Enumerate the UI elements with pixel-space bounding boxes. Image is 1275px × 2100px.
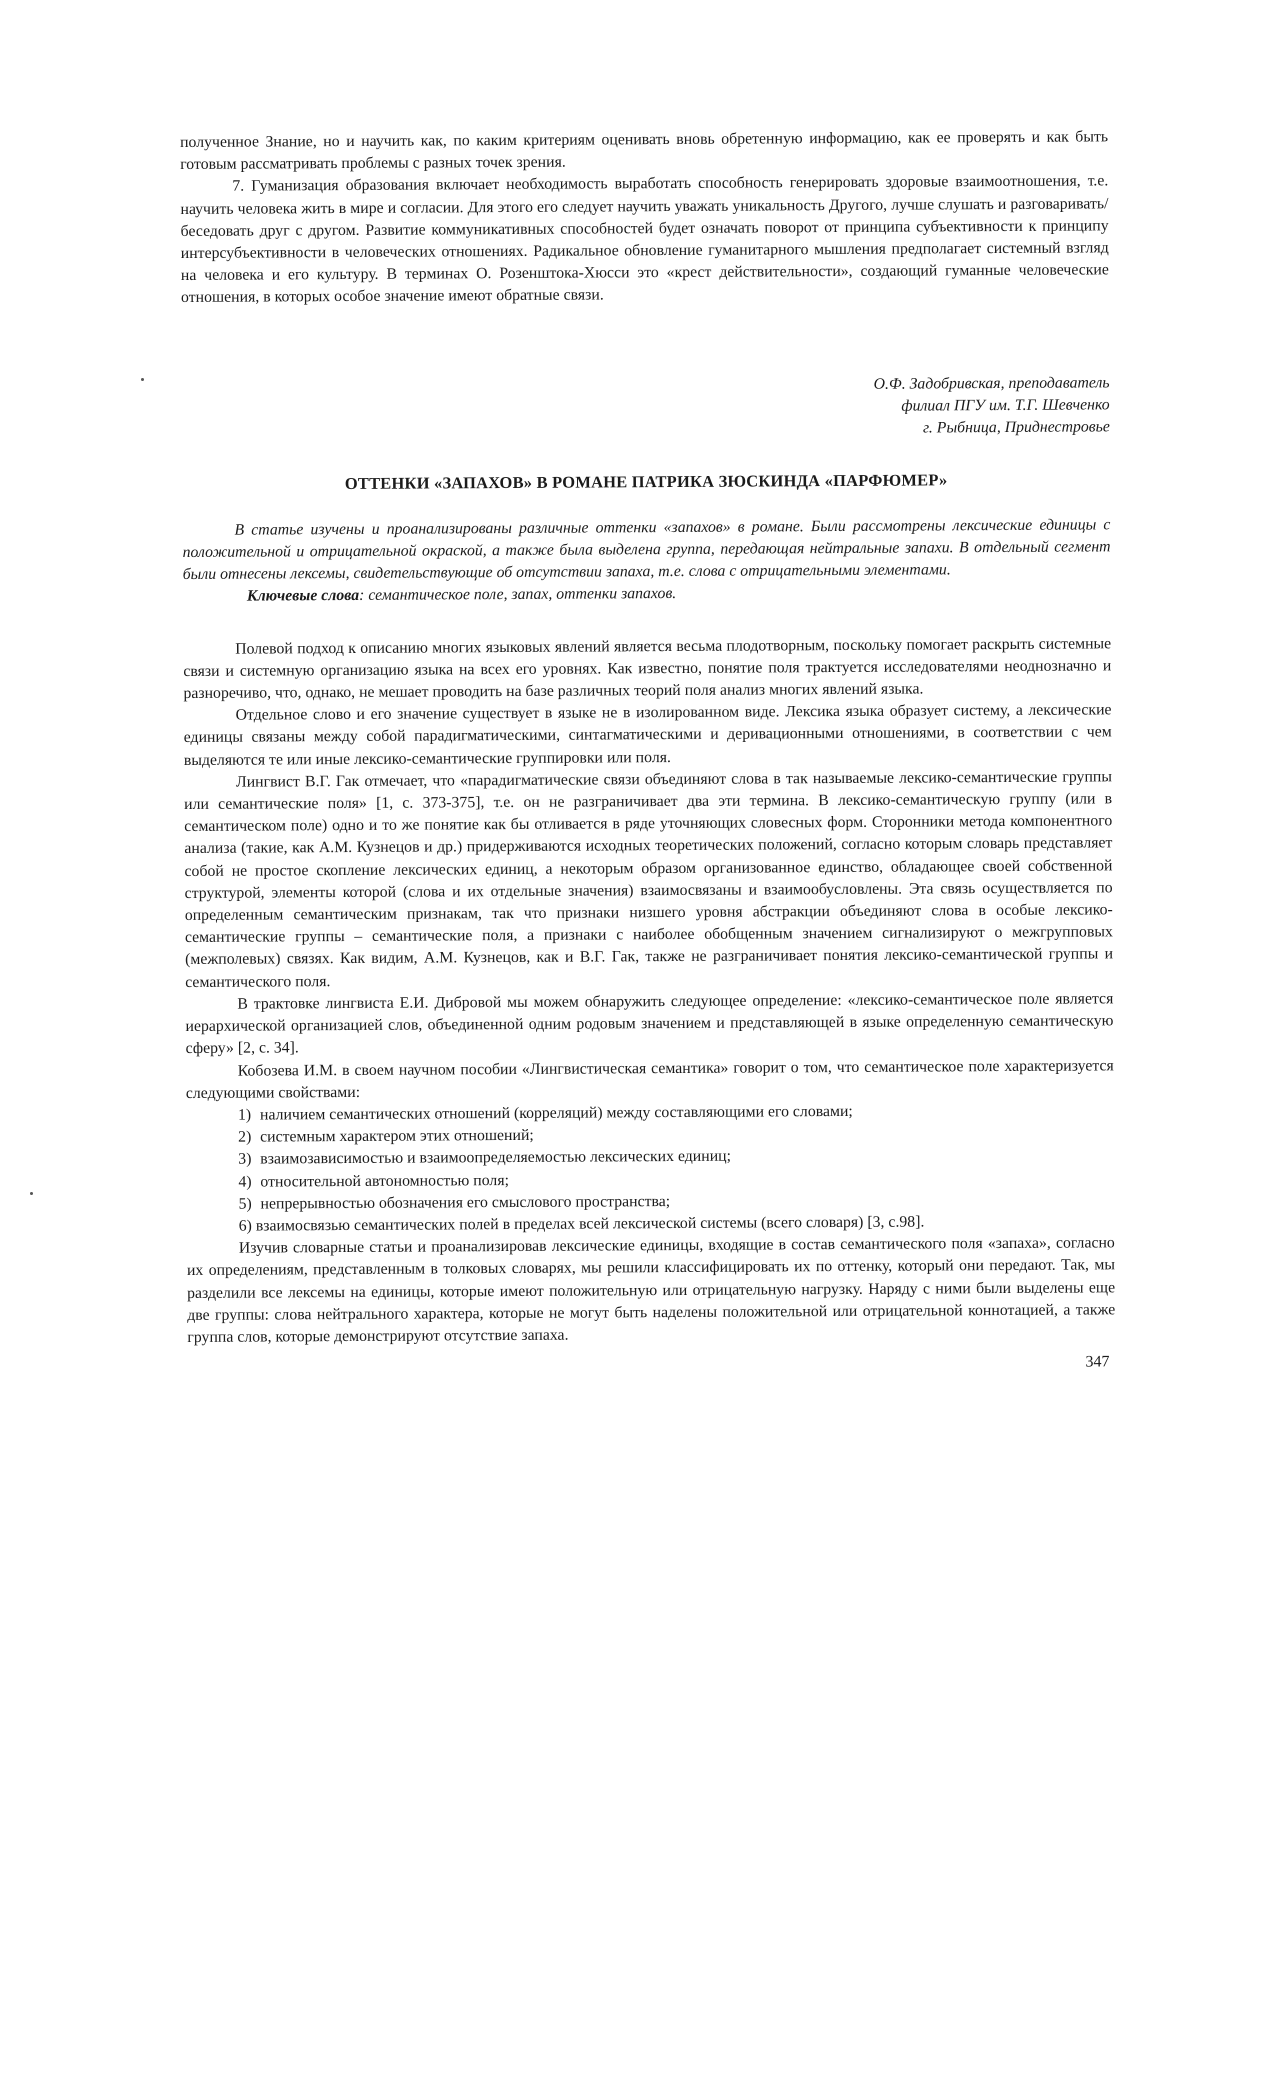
page-number: 347 [1085, 1353, 1110, 1371]
article-body [183, 633, 1115, 1349]
scan-speck [30, 1192, 33, 1195]
list-item-text: относительной автономностью поля; [260, 1171, 509, 1191]
list-item-number: 3) [238, 1150, 252, 1168]
list-item-number: 1) [237, 1106, 252, 1124]
scan-speck [141, 378, 144, 381]
keywords-label: Ключевые слова [246, 587, 360, 606]
list-item-text: системным характером этих отношений; [260, 1126, 534, 1146]
keywords-list: : семантическое поле, запах, оттенки запахов. [359, 585, 677, 605]
list-item-number: 2) [238, 1128, 252, 1146]
list-item-text: наличием семантических отношений (корреляций) между составляющими его словами; [259, 1102, 853, 1124]
body-paragraph: Лингвист В.Г. Гак отмечает, что «парадигматические связи объединяют слова в так называемые лексико-семантические группы или семантические поля» [1, с. 373-375], т.е. он не разграничивает два эти термина. В лексико-семантическую группу (или в семантическом поле) одно и то же понятие как бы отливается в ряде уточняющих словесных форм. Сторонники метода компонентного анализа (такие, как А.М. Кузнецов и др.) придерживаются исходных теоретических положений, согласно которым словарь представляет собой не простое скопление лексических единиц, а некоторым образом организованное единство, обладающее своей собственной структурой, элементы которой (слова и их отдельные значения) взаимосвязаны и взаимообусловлены. Эта связь осуществляется по определенным семантическим признакам, так что признаки низшего уровня абстракции объединяют слова в особые лексико-семантические группы – семантические поля, а признаки с наиболее обобщенным значением сигнализируют о межгрупповых (межполевых) связях. Как видим, А.М. Кузнецов, как и В.Г. Гак, также не разграничивает понятия лексико-семантической группы и семантического поля. [184, 768, 1114, 991]
body-paragraph: Полевой подход к описанию многих языковых явлений является весьма плодотворным, поскольку помогает раскрыть системные связи и системную организацию языка на всех его уровнях. Как известно, понятие поля трактуется исследователями неоднозначно и разноречиво, что, однако, не мешает проводить на базе различных теорий поля анализ многих явлений языка. [183, 634, 1112, 703]
article-title: ОТТЕНКИ «ЗАПАХОВ» В РОМАНЕ ПАТРИКА ЗЮСКИНДА «ПАРФЮМЕР» [344, 469, 948, 493]
author-block [182, 372, 1110, 444]
author-affiliation: филиал ПГУ им. Т.Г. Шевченко [901, 395, 1110, 415]
list-item-number: 5) [238, 1195, 252, 1213]
intro-continuation: полученное Знание, но и научить как, по каким критериям оценивать вновь обретенную информацию, как ее проверять и как быть готовым рассматривать проблемы с разных точек зрения. [180, 128, 1109, 174]
article-keywords [183, 581, 1111, 609]
list-item-number: 4) [238, 1173, 252, 1191]
author-name: О.Ф. Задобривская, преподаватель [873, 373, 1110, 393]
intro-item-7: 7. Гуманизация образования включает необходимость выработать способность генерировать здоровые взаимоотношения, т.е. научить человека жить в мире и согласии. Для этого его следует научить уважать уникальность Другого, лучше слушать и разговаривать/беседовать друг с другом. Развитие коммуникативных способностей будет означать поворот от принципа субъективности к принципу интерсубъективности в человеческих отношениях. Радикальное обновление гуманитарного мышления предполагает системный взгляд на человека и его культуру. В терминах О. Розенштока-Хюсси это «крест действительности», создающий гуманные человеческие отношения, в которых особое значение имеют обратные связи. [180, 172, 1109, 307]
article-abstract: В статье изучены и проанализированы различные оттенки «запахов» в романе. Были рассмотрены лексические единицы с положительной и отрицательной окраской, а также была выделена группа, передающая нейтральные запахи. В отдельный сегмент были отнесены лексемы, свидетельствующие об отсутствии запаха, т.е. слова с отрицательными элементами. [182, 516, 1111, 584]
body-paragraph: В трактовке лингвиста Е.И. Дибровой мы можем обнаружить следующее определение: «лексико-семантическое поле является иерархической организацией слов, объединенной одним родовым значением и представляющей в языке определенную семантическую сферу» [2, с. 34]. [185, 990, 1114, 1058]
body-paragraph: Отдельное слово и его значение существует в языке не в изолированном виде. Лексика языка образует систему, а лексические единицы связаны между собой парадигматическими, синтагматическими и деривационными отношениями, в соответствии с чем выделяются те или иные лексико-семантические группировки или поля. [183, 701, 1112, 769]
list-item-text: непрерывностью обозначения его смыслового пространства; [260, 1192, 671, 1213]
author-location: г. Рыбница, Приднестровье [922, 417, 1110, 437]
properties-list [186, 1099, 1115, 1238]
list-item-number: 6) [238, 1217, 252, 1235]
list-item-text: взаимосвязью семантических полей в пределах всей лексической системы (всего словаря) [3, с.98]. [255, 1213, 925, 1235]
body-paragraph: Кобозева И.М. в своем научном пособии «Лингвистическая семантика» говорит о том, что семантическое поле характеризуется следующими свойствами: [185, 1056, 1114, 1102]
list-item-text: взаимозависимостью и взаимоопределяемостью лексических единиц; [260, 1147, 732, 1168]
body-paragraph: Изучив словарные статьи и проанализировав лексические единицы, входящие в состав семантического поля «запаха», согласно их определениям, представленным в толковых словарях, мы решили классифицировать их по оттенку, который они передают. Так, мы разделили все лексемы на единицы, которые имеют положительную или отрицательную нагрузку. Наряду с ними были выделены еще две группы: слова нейтрального характера, которые не могут быть наделены положительной или отрицательной коннотацией, а также группа слов, которые демонстрируют отсутствие запаха. [186, 1234, 1116, 1346]
document-page [180, 126, 1116, 1379]
